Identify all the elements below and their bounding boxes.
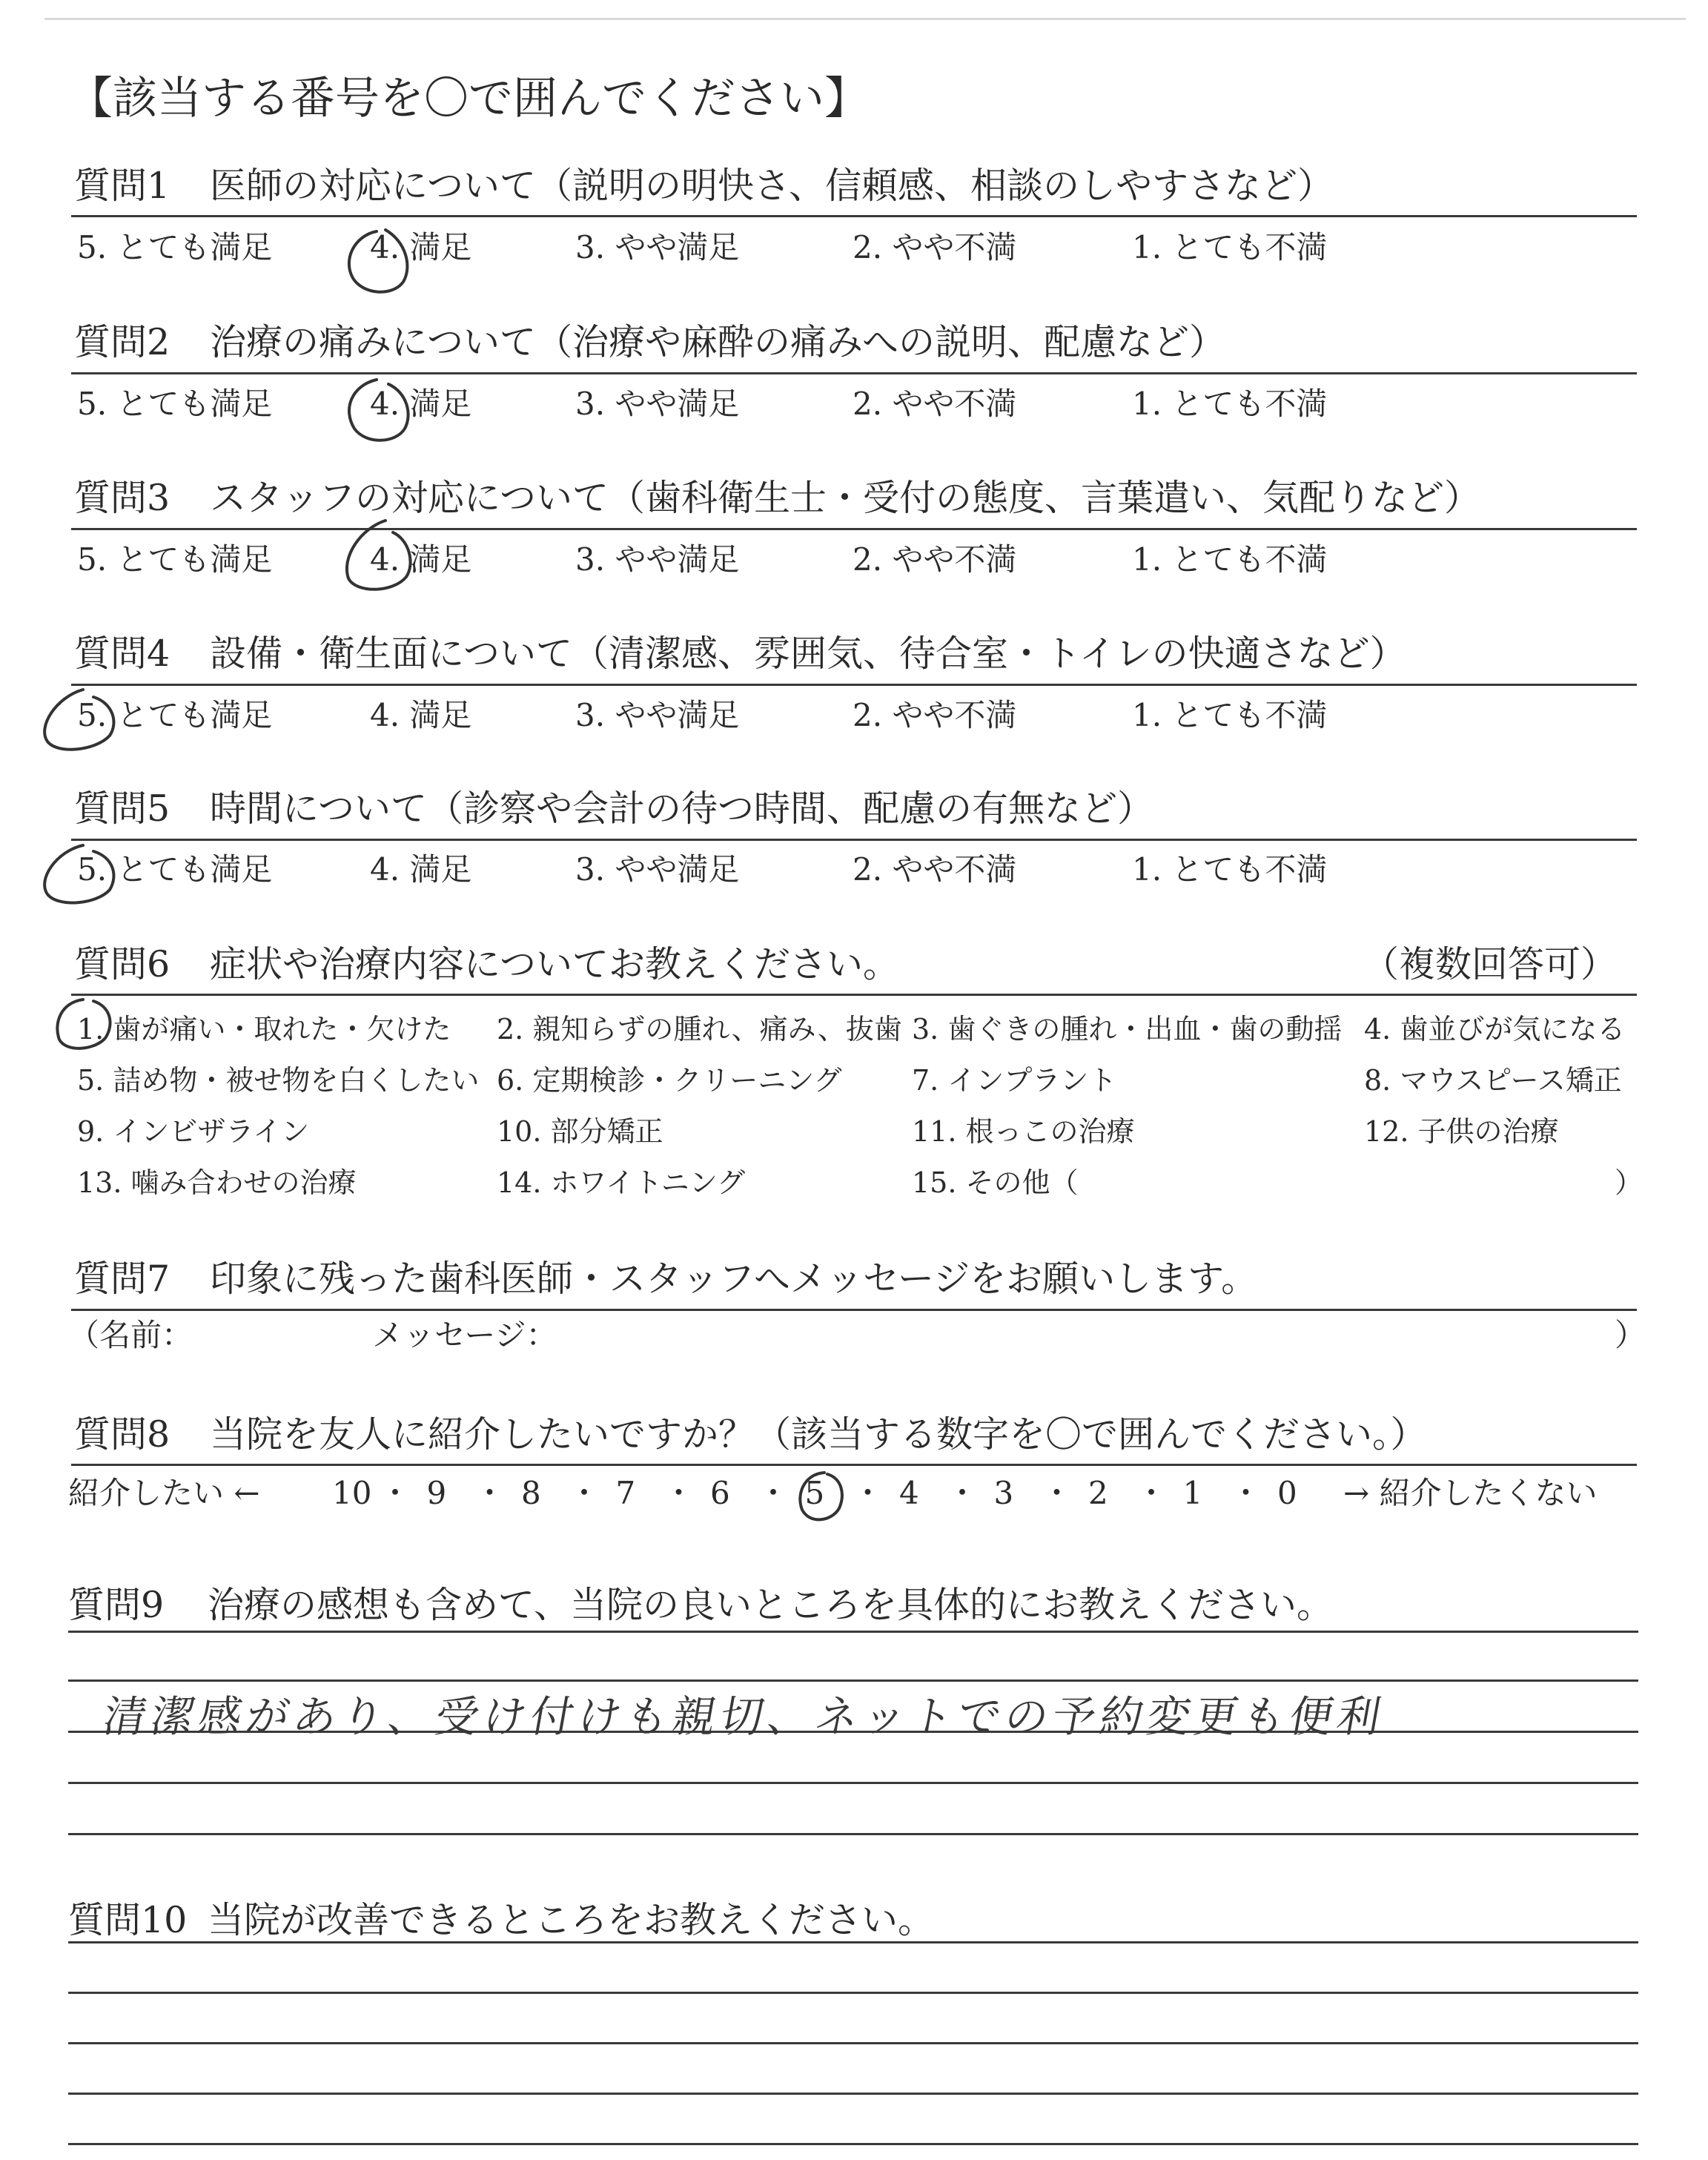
q1-option-2[interactable]: 2. やや不満 [853, 229, 1017, 265]
q4-option-1[interactable]: 1. とても不満 [1132, 697, 1328, 733]
q6-option-4[interactable]: 4. 歯並びが気になる [1364, 1013, 1626, 1046]
page-top-border [44, 18, 1686, 20]
question-6-label: 質問6 [74, 943, 171, 985]
q4-option-5[interactable]: 5. とても満足 [77, 697, 273, 733]
q8-scale-1[interactable]: 1 [1182, 1475, 1203, 1511]
q8-scale-9[interactable]: 9 [426, 1475, 447, 1511]
q7-message-label: メッセージ： [372, 1317, 557, 1353]
question-8-text: 当院を友人に紹介したいですか？（該当する数字を〇で囲んでください。） [210, 1413, 1427, 1456]
question-10-text: 当院が改善できるところをお教えください。 [208, 1899, 935, 1941]
question-2-text: 治療の痛みについて（治療や麻酔の痛みへの説明、配慮など） [210, 321, 1226, 363]
question-4-rule [71, 684, 1637, 686]
q8-scale-separator: ・ [474, 1475, 506, 1511]
question-5-label: 質問5 [74, 787, 171, 830]
q4-option-3[interactable]: 3. やや満足 [575, 697, 740, 733]
q8-scale-separator: ・ [380, 1475, 411, 1511]
q9-line-1 [68, 1631, 1638, 1633]
q8-scale-2[interactable]: 2 [1088, 1475, 1108, 1511]
q9-line-2 [68, 1680, 1638, 1682]
q8-scale-8[interactable]: 8 [521, 1475, 541, 1511]
q8-scale-0[interactable]: 0 [1277, 1475, 1297, 1511]
q5-option-3[interactable]: 3. やや満足 [575, 851, 740, 888]
question-6-note: （複数回答可） [1363, 943, 1618, 985]
q8-scale-separator: ・ [758, 1475, 790, 1511]
question-7-text: 印象に残った歯科医師・スタッフへメッセージをお願いします。 [210, 1258, 1258, 1300]
q8-scale-4[interactable]: 4 [899, 1475, 919, 1511]
q6-option-14[interactable]: 14. ホワイトニング [497, 1166, 746, 1199]
q2-option-2[interactable]: 2. やや不満 [853, 386, 1017, 422]
q6-option-6[interactable]: 6. 定期検診・クリーニング [497, 1064, 842, 1097]
q6-option-15-close: ） [1615, 1166, 1644, 1199]
q6-option-8[interactable]: 8. マウスピース矯正 [1364, 1064, 1622, 1097]
q8-scale-separator: ・ [947, 1475, 979, 1511]
q6-option-7[interactable]: 7. インプラント [912, 1064, 1117, 1097]
q6-option-12[interactable]: 12. 子供の治療 [1364, 1115, 1559, 1148]
q6-option-5[interactable]: 5. 詰め物・被せ物を白くしたい [77, 1064, 480, 1097]
q5-option-2[interactable]: 2. やや不満 [853, 851, 1017, 888]
question-8-label: 質問8 [74, 1413, 171, 1456]
q8-scale-separator: ・ [1041, 1475, 1073, 1511]
question-3-text: スタッフの対応について（歯科衛生士・受付の態度、言葉遣い、気配りなど） [210, 477, 1481, 519]
q3-option-5[interactable]: 5. とても満足 [77, 541, 273, 578]
q4-option-2[interactable]: 2. やや不満 [853, 697, 1017, 733]
question-7-label: 質問7 [74, 1258, 171, 1300]
q8-scale-7[interactable]: 7 [615, 1475, 636, 1511]
q5-option-1[interactable]: 1. とても不満 [1132, 851, 1328, 888]
q5-option-4[interactable]: 4. 満足 [370, 851, 472, 888]
question-1-label: 質問1 [74, 165, 171, 207]
q8-scale-separator: ・ [569, 1475, 600, 1511]
q8-scale-10[interactable]: 10 [332, 1475, 372, 1511]
question-2-label: 質問2 [74, 321, 171, 363]
q10-line-4 [68, 2093, 1638, 2095]
q8-scale-separator: ・ [1136, 1475, 1168, 1511]
q8-left-label: 紹介したい ← [68, 1475, 260, 1511]
q7-name-label: （名前： [68, 1317, 193, 1353]
q6-option-1[interactable]: 1. 歯が痛い・取れた・欠けた [77, 1013, 451, 1046]
q9-line-5 [68, 1833, 1638, 1835]
q10-line-1 [68, 1941, 1638, 1943]
q1-option-4[interactable]: 4. 満足 [370, 229, 472, 265]
q7-close-paren: ） [1615, 1317, 1646, 1353]
q2-option-1[interactable]: 1. とても不満 [1132, 386, 1328, 422]
question-5-rule [71, 839, 1637, 841]
q10-line-2 [68, 1992, 1638, 1994]
question-6-rule [71, 994, 1637, 996]
q5-option-5[interactable]: 5. とても満足 [77, 851, 273, 888]
question-1-text: 医師の対応について（説明の明快さ、信頼感、相談のしやすさなど） [210, 165, 1334, 207]
q6-option-11[interactable]: 11. 根っこの治療 [912, 1115, 1135, 1148]
q9-handwritten-answer[interactable]: 清潔感があり、受け付けも親切、ネットでの予約変更も便利 [99, 1691, 1390, 1742]
q4-option-4[interactable]: 4. 満足 [370, 697, 472, 733]
question-7-rule [71, 1309, 1637, 1311]
question-4-label: 質問4 [74, 633, 171, 675]
question-9-label: 質問9 [68, 1584, 165, 1626]
question-1-rule [71, 215, 1637, 217]
q10-line-3 [68, 2042, 1638, 2044]
question-4-text: 設備・衛生面について（清潔感、雰囲気、待合室・トイレの快適さなど） [210, 633, 1406, 675]
question-10-label: 質問10 [68, 1899, 188, 1941]
q8-scale-6[interactable]: 6 [710, 1475, 730, 1511]
q6-option-10[interactable]: 10. 部分矯正 [497, 1115, 663, 1148]
q1-option-3[interactable]: 3. やや満足 [575, 229, 740, 265]
question-9-text: 治療の感想も含めて、当院の良いところを具体的にお教えください。 [208, 1584, 1334, 1626]
q1-option-1[interactable]: 1. とても不満 [1132, 229, 1328, 265]
q3-option-3[interactable]: 3. やや満足 [575, 541, 740, 578]
q8-right-label: → 紹介したくない [1343, 1475, 1598, 1511]
q10-line-5 [68, 2143, 1638, 2145]
q8-scale-3[interactable]: 3 [993, 1475, 1014, 1511]
q8-scale-separator: ・ [852, 1475, 884, 1511]
question-6-text: 症状や治療内容についてお教えください。 [210, 943, 900, 985]
q3-option-2[interactable]: 2. やや不満 [853, 541, 1017, 578]
question-3-rule [71, 528, 1637, 530]
q6-option-2[interactable]: 2. 親知らずの腫れ、痛み、抜歯 [497, 1013, 902, 1046]
question-2-rule [71, 372, 1637, 374]
q6-option-9[interactable]: 9. インビザライン [77, 1115, 310, 1148]
q6-option-15[interactable]: 15. その他（ [912, 1166, 1079, 1199]
q8-scale-5[interactable]: 5 [804, 1475, 825, 1511]
q6-option-3[interactable]: 3. 歯ぐきの腫れ・出血・歯の動揺 [912, 1013, 1343, 1046]
question-5-text: 時間について（診察や会計の待つ時間、配慮の有無など） [210, 787, 1154, 830]
q2-option-4[interactable]: 4. 満足 [370, 386, 472, 422]
page-heading: 【該当する番号を〇で囲んでください】 [68, 73, 869, 125]
q9-line-4 [68, 1782, 1638, 1784]
q2-option-3[interactable]: 3. やや満足 [575, 386, 740, 422]
q1-option-5[interactable]: 5. とても満足 [77, 229, 273, 265]
q3-option-4[interactable]: 4. 満足 [370, 541, 472, 578]
q8-scale-separator: ・ [663, 1475, 695, 1511]
question-3-label: 質問3 [74, 477, 171, 519]
q2-option-5[interactable]: 5. とても満足 [77, 386, 273, 422]
q8-scale-separator: ・ [1230, 1475, 1262, 1511]
q6-option-13[interactable]: 13. 噛み合わせの治療 [77, 1166, 357, 1199]
q3-option-1[interactable]: 1. とても不満 [1132, 541, 1328, 578]
question-8-rule [71, 1464, 1637, 1466]
